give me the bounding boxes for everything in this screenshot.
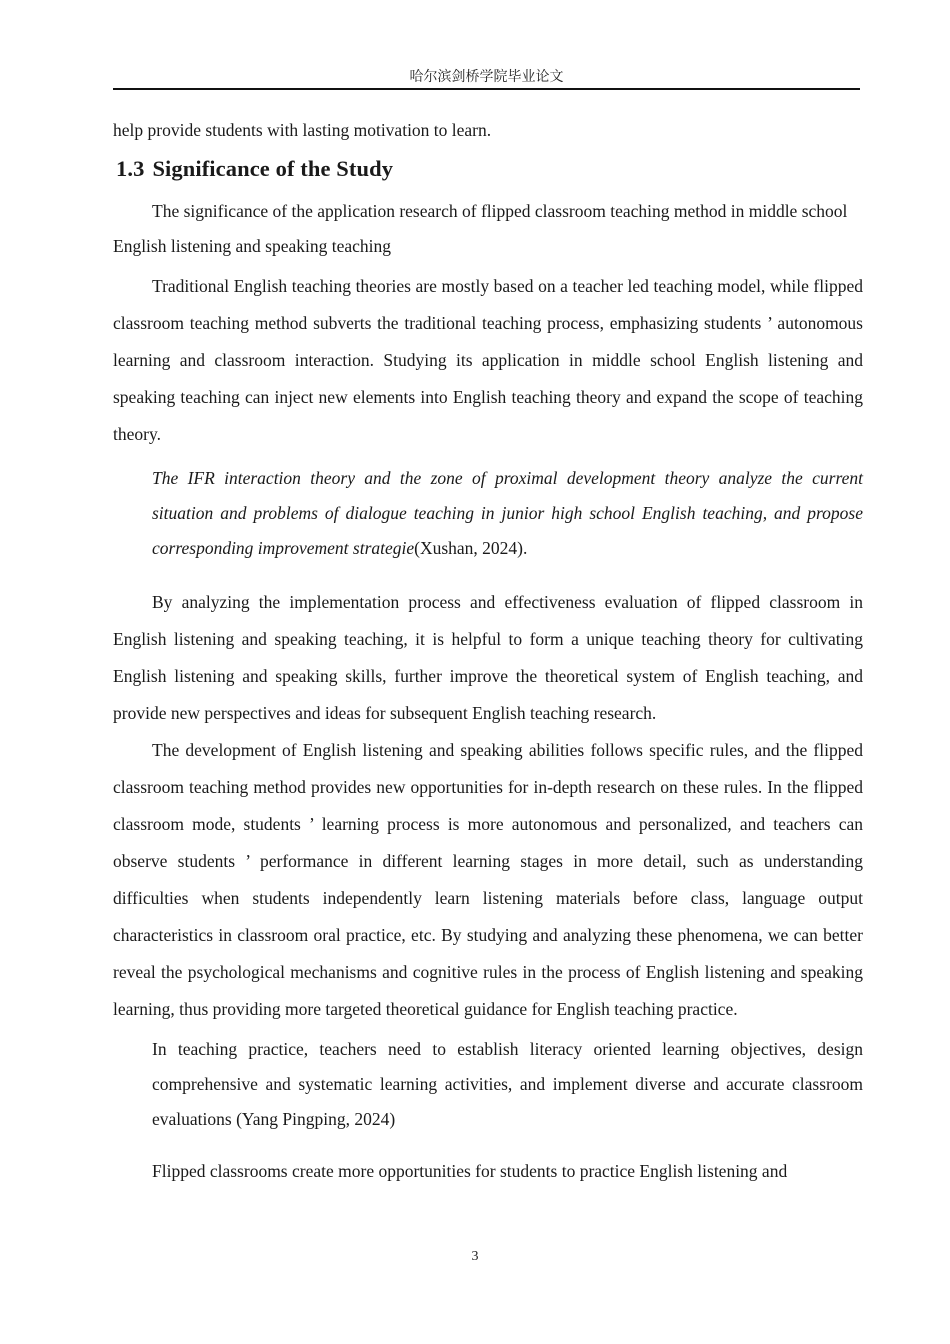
block-quote-ifr-citation: (Xushan, 2024).	[414, 538, 528, 558]
paragraph-development-rules: The development of English listening and speaking abilities follows specific rules, and the flipped classroom teaching method provides new opportunities for in-depth research on these rules. In the flipped classroom mode, students ’ learning process is more autonomous and personalized, and teachers can observe students ’ performance in different learning stages in more detail, such as understanding difficulties when students independently learn listening materials before class, language output characteristics in classroom oral practice, etc. By studying and analyzing these phenomena, we can better reveal the psychological mechanisms and cognitive rules in the process of English listening and speaking learning, thus providing more targeted theoretical guidance for English teaching practice.	[113, 739, 863, 1019]
paragraph-traditional-theories: Traditional English teaching theories are mostly based on a teacher led teaching model, while flipped classroom teaching method subverts the traditional teaching process, emphasizing students ’ autonomous learning and classroom interaction. Studying its application in middle school English listening and speaking teaching can inject new elements into English teaching theory and expand the scope of teaching theory.	[113, 276, 863, 444]
paragraph-flipped-opportunities: Flipped classrooms create more opportunities for students to practice English listening and	[152, 1161, 788, 1181]
continuation-paragraph: help provide students with lasting motivation to learn.	[113, 120, 492, 140]
page-body	[113, 112, 863, 1207]
header-rule	[113, 88, 860, 90]
paragraph-implementation-analysis: By analyzing the implementation process and effectiveness evaluation of flipped classroom in English listening and speaking teaching, it is helpful to form a unique teaching theory for cultivating English listening and speaking skills, further improve the theoretical system of English teaching, and provide new perspectives and ideas for subsequent English teaching research.	[113, 591, 863, 723]
section-title: Significance of the Study	[152, 156, 394, 181]
page-number: 3	[471, 1249, 479, 1264]
block-quote-teaching-practice: In teaching practice, teachers need to establish literacy oriented learning objectives, design comprehensive and systematic learning activities, and implement diverse and accurate classroom evaluations (Yang Pingping, 2024)	[152, 1038, 863, 1129]
block-quote-ifr	[152, 461, 863, 566]
section-number: 1.3	[116, 156, 145, 181]
block-quote-ifr-text: The IFR interaction theory and the zone of proximal development theory analyze the current situation and problems of dialogue teaching in junior high school English teaching, and propose corresponding improvement strategie	[152, 468, 863, 558]
section-heading	[116, 152, 863, 186]
running-header: 哈尔滨剑桥学院毕业论文	[409, 69, 564, 85]
paragraph-significance-intro: The significance of the application research of flipped classroom teaching method in middle school English listening and speaking teaching	[113, 201, 848, 256]
